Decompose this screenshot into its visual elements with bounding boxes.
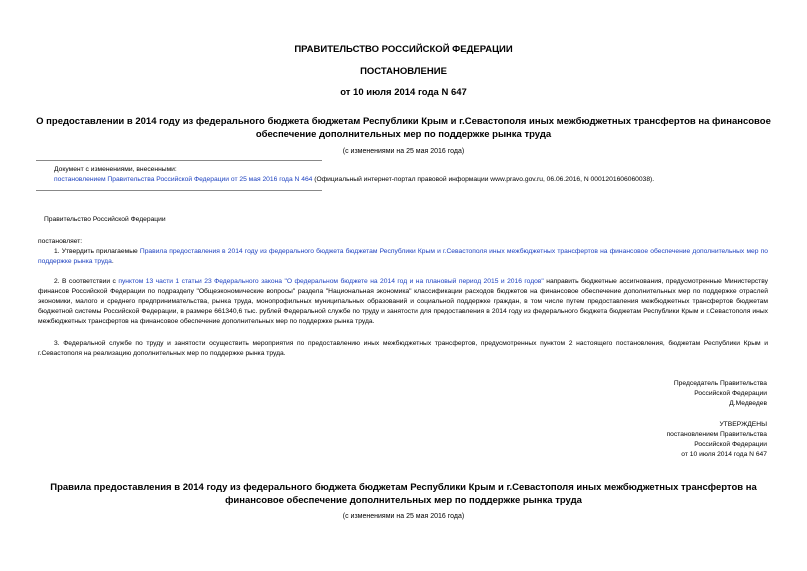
divider-top xyxy=(36,160,322,161)
document-date: от 10 июля 2014 года N 647 xyxy=(340,87,467,98)
p2-suffix: направить бюджетные ассигнования, предусмотренные Министерству финансов Российской Федерации по подразделу "Общеэкономические вопросы" раздела "Национальная экономика" классификации расходов бюджетов на финансовое обеспечение дополнительных мер по поддержке отраслей экономики, малого и среднего предпринимательства, рынка труда, монопрофильных муниципальных образований и социальной поддержке граждан, в том числе путем предоставления межбюджетных трансфертов бюджетам бюджетной системы Российской Федерации, в размере 661340,6 тыс. рублей Федеральной службе по труду и занятости для предоставления в 2014 году из федерального бюджета бюджетам Республики Крым и г.Севастополя иных межбюджетных трансфертов на финансовое обеспечение дополнительных мер по поддержке рынка труда. xyxy=(38,278,768,325)
paragraph-1 xyxy=(38,247,768,267)
signature-line-2: Российской Федерации xyxy=(694,390,767,397)
amendment-link[interactable]: постановлением Правительства Российской Федерации от 25 мая 2016 года N 464 xyxy=(54,176,313,183)
signature-block xyxy=(674,379,767,409)
law-link[interactable]: пунктом 13 части 1 статьи 23 Федерального закона "О федеральном бюджете на 2014 год и на плановый период 2015 и 2016 годов" xyxy=(118,278,544,285)
approval-line-4: от 10 июля 2014 года N 647 xyxy=(681,451,767,458)
paragraph-3: 3. Федеральной службе по труду и занятости осуществить мероприятия по предоставлению иных межбюджетных трансфертов, предусмотренных пунктом 2 настоящего постановления, бюджетам Республики Крым и г.Севастополя на реализацию дополнительных мер по поддержке рынка труда. xyxy=(38,340,768,357)
document-title: О предоставлении в 2014 году из федерального бюджета бюджетам Республики Крым и г.Севастополя иных межбюджетных трансфертов на финансовое обеспечение дополнительных мер по поддержке рынка труда xyxy=(36,116,771,140)
decrees-line: постановляет: xyxy=(38,238,83,245)
divider-bottom xyxy=(36,190,322,191)
approval-line-1: УТВЕРЖДЕНЫ xyxy=(719,421,767,428)
rules-title: Правила предоставления в 2014 году из федерального бюджета бюджетам Республики Крым и г.Севастополя иных межбюджетных трансфертов на финансовое обеспечение дополнительных мер по поддержке рынка труда xyxy=(50,482,757,506)
approval-line-3: Российской Федерации xyxy=(694,441,767,448)
rules-link[interactable]: Правила предоставления в 2014 году из федерального бюджета бюджетам Республики Крым и г.Севастополя иных межбюджетных трансфертов на финансовое обеспечение дополнительных мер по поддержке рынка труда xyxy=(38,248,768,265)
document-type: ПОСТАНОВЛЕНИЕ xyxy=(360,66,447,77)
paragraph-2 xyxy=(38,277,768,327)
approval-line-2: постановлением Правительства xyxy=(666,431,767,438)
signature-line-1: Председатель Правительства xyxy=(673,380,767,387)
amendments-line xyxy=(54,175,654,185)
amendment-source: (Официальный интернет-портал правовой информации www.pravo.gov.ru, 06.06.2016, N 0001201606060038). xyxy=(312,176,655,183)
government-heading: ПРАВИТЕЛЬСТВО РОССИЙСКОЙ ФЕДЕРАЦИИ xyxy=(294,44,513,55)
p2-prefix: 2. В соответствии с xyxy=(54,278,119,285)
amendments-heading: Документ с изменениями, внесенными: xyxy=(54,166,177,173)
approval-block xyxy=(667,420,767,460)
edition-note: (с изменениями на 25 мая 2016 года) xyxy=(342,148,465,155)
rules-edition-note: (с изменениями на 25 мая 2016 года) xyxy=(342,513,465,520)
p1-prefix: 1. Утвердить прилагаемые xyxy=(54,248,140,255)
government-line: Правительство Российской Федерации xyxy=(44,216,166,223)
signature-line-3: Д.Медведев xyxy=(729,400,767,407)
p1-suffix: . xyxy=(111,258,114,265)
